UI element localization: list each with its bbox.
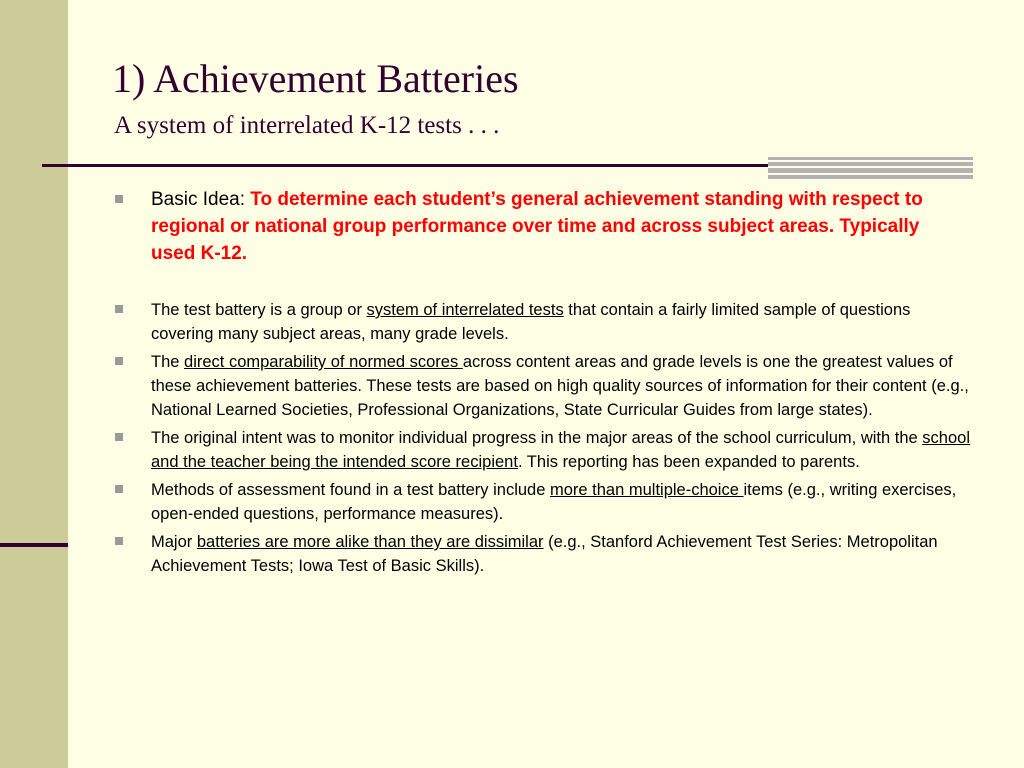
slide-subtitle: A system of interrelated K-12 tests . . . <box>114 112 500 139</box>
basic-idea-label: Basic Idea: <box>151 189 251 210</box>
square-bullet-icon <box>115 195 123 203</box>
bullet-text: The <box>151 353 185 371</box>
divider-gray-bar <box>768 157 973 160</box>
title-divider-line <box>42 164 768 167</box>
bullet-item-basic-idea <box>112 186 931 267</box>
bullet-text: . This reporting has been expanded to parents. <box>517 453 860 471</box>
bullet-text: (e.g., Stanford Achievement Test Series: Metropolitan Achievement Tests; Iowa Test of Basic Skills). <box>151 533 938 575</box>
divider-gray-bar <box>768 162 973 166</box>
bullet-underlined-text: direct comparability of normed scores <box>184 353 463 371</box>
divider-gray-bar <box>768 168 973 173</box>
square-bullet-icon <box>115 485 123 493</box>
bullet-item <box>112 530 972 578</box>
bullet-underlined-text: more than multiple-choice <box>549 481 744 499</box>
bullet-item <box>112 478 972 526</box>
divider-gray-bar <box>768 175 973 179</box>
bullet-text: Methods of assessment found in a test battery include <box>151 481 550 499</box>
divider-gray-bars <box>768 157 973 179</box>
bullet-underlined-text: school and the teacher being the intended score recipient <box>151 429 970 471</box>
bullet-underlined-text: system of interrelated tests <box>366 301 564 319</box>
square-bullet-icon <box>115 433 123 441</box>
bullet-text: The original intent was to monitor individual progress in the major areas of the school curriculum, with the <box>151 429 923 447</box>
left-band-accent-line <box>0 543 68 547</box>
square-bullet-icon <box>115 537 123 545</box>
bullet-text: across content areas and grade levels is one the greatest values of these achievement batteries. These tests are based on high quality sources of information for their content (e.g., National Learned Societies, Professional Organizations, State Curricular Guides from large states). <box>151 353 969 419</box>
bullet-item <box>112 298 972 346</box>
bullet-underlined-text: batteries are more alike than they are dissimilar <box>196 533 544 551</box>
basic-idea-emphasis: To determine each student’s general achievement standing with respect to regional or national group performance over time and across subject areas. Typically used K-12. <box>151 189 923 264</box>
bullet-text: Major <box>151 533 197 551</box>
left-decorative-band <box>0 0 68 768</box>
bullet-list <box>112 186 972 582</box>
bullet-text: that contain a fairly limited sample of questions covering many subject areas, many grade levels. <box>151 301 911 343</box>
square-bullet-icon <box>115 305 123 313</box>
square-bullet-icon <box>115 357 123 365</box>
bullet-text: items (e.g., writing exercises, open-ended questions, performance measures). <box>151 481 957 523</box>
slide-title: 1) Achievement Batteries <box>112 56 519 101</box>
bullet-text: The test battery is a group or <box>151 301 367 319</box>
bullet-item <box>112 426 972 474</box>
bullet-item <box>112 350 972 422</box>
